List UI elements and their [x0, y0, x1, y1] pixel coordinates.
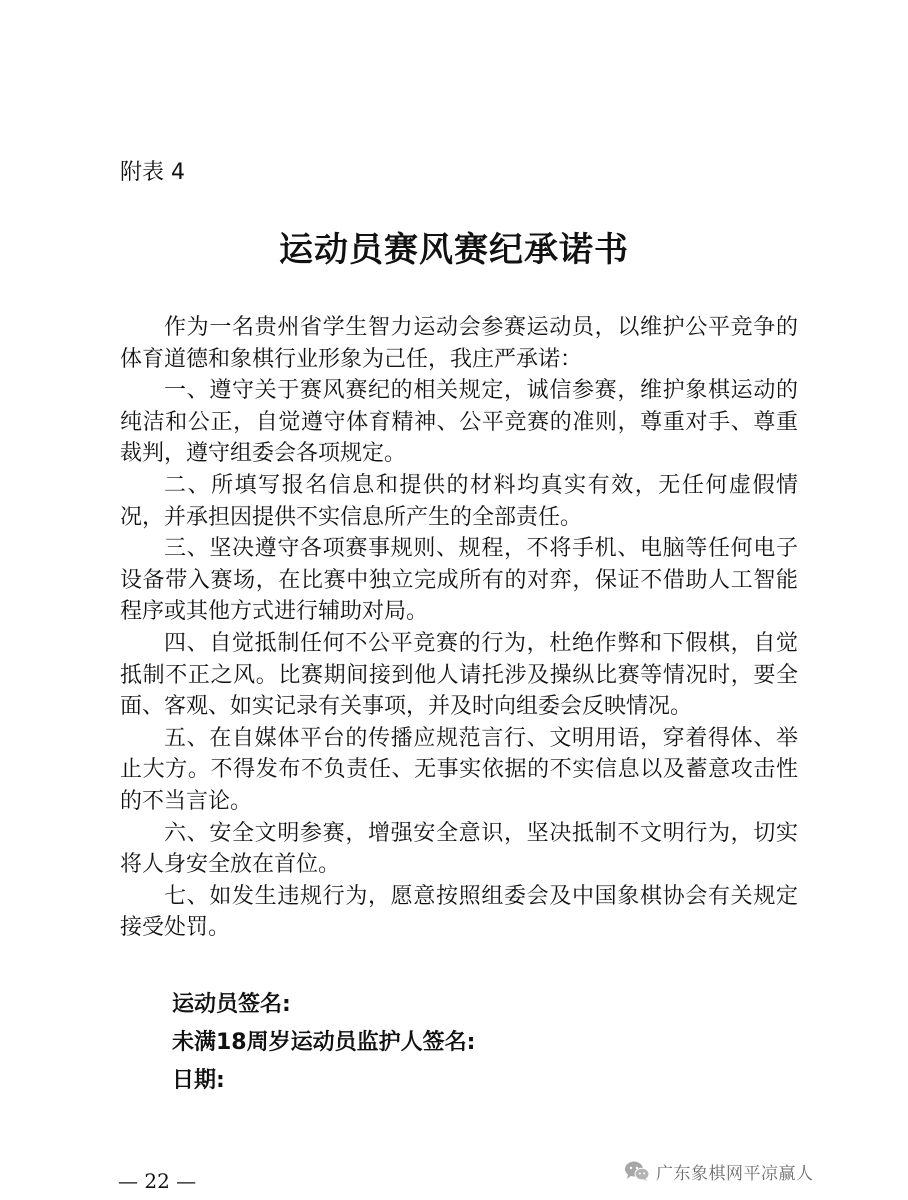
pledge-item-4: 四、自觉抵制任何不公平竞赛的行为，杜绝作弊和下假棋，自觉抵制不正之风。比赛期间接到他人请托涉及操纵比赛等情况时，要全面、客观、如实记录有关事项，并及时向组委会反映情况。: [120, 630, 798, 720]
pledge-intro-paragraph: 作为一名贵州省学生智力运动会参赛运动员，以维护公平竞争的体育道德和象棋行业形象为己任，我庄严承诺：: [120, 315, 798, 372]
document-title: 运动员赛风赛纪承诺书: [279, 230, 629, 270]
pledge-item-6: 六、安全文明参赛，增强安全意识，坚决抵制不文明行为，切实将人身安全放在首位。: [120, 820, 798, 878]
pledge-item-3: 三、坚决遵守各项赛事规则、规程，不将手机、电脑等任何电子设备带入赛场，在比赛中独立完成所有的对弈，保证不借助人工智能程序或其他方式进行辅助对局。: [120, 536, 798, 625]
date-label: 日期:: [172, 1068, 225, 1093]
signature-block: [172, 986, 475, 1100]
wechat-icon: [624, 1160, 650, 1182]
pledge-item-1: 一、遵守关于赛风赛纪的相关规定，诚信参赛，维护象棋运动的纯洁和公正，自觉遵守体育精神、公平竞赛的准则，尊重对手、尊重裁判，遵守组委会各项规定。: [120, 378, 798, 467]
pledge-body: [120, 312, 798, 944]
watermark: [624, 1156, 814, 1186]
page-number: — 22 —: [118, 1169, 197, 1193]
pledge-item-7: 七、如发生违规行为，愿意按照组委会及中国象棋协会有关规定接受处罚。: [120, 883, 798, 941]
watermark-text: 广东象棋网平凉赢人: [656, 1163, 814, 1184]
pledge-item-5: 五、在自媒体平台的传播应规范言行、文明用语，穿着得体、举止大方。不得发布不负责任、无事实依据的不实信息以及蓄意攻击性的不当言论。: [120, 725, 798, 814]
annex-label: 附表 4: [120, 160, 185, 185]
guardian-signature-label: 未满18周岁运动员监护人签名:: [172, 1030, 476, 1055]
pledge-item-2: 二、所填写报名信息和提供的材料均真实有效，无任何虚假情况，并承担因提供不实信息所产生的全部责任。: [120, 472, 798, 530]
athlete-signature-label: 运动员签名:: [172, 992, 291, 1017]
